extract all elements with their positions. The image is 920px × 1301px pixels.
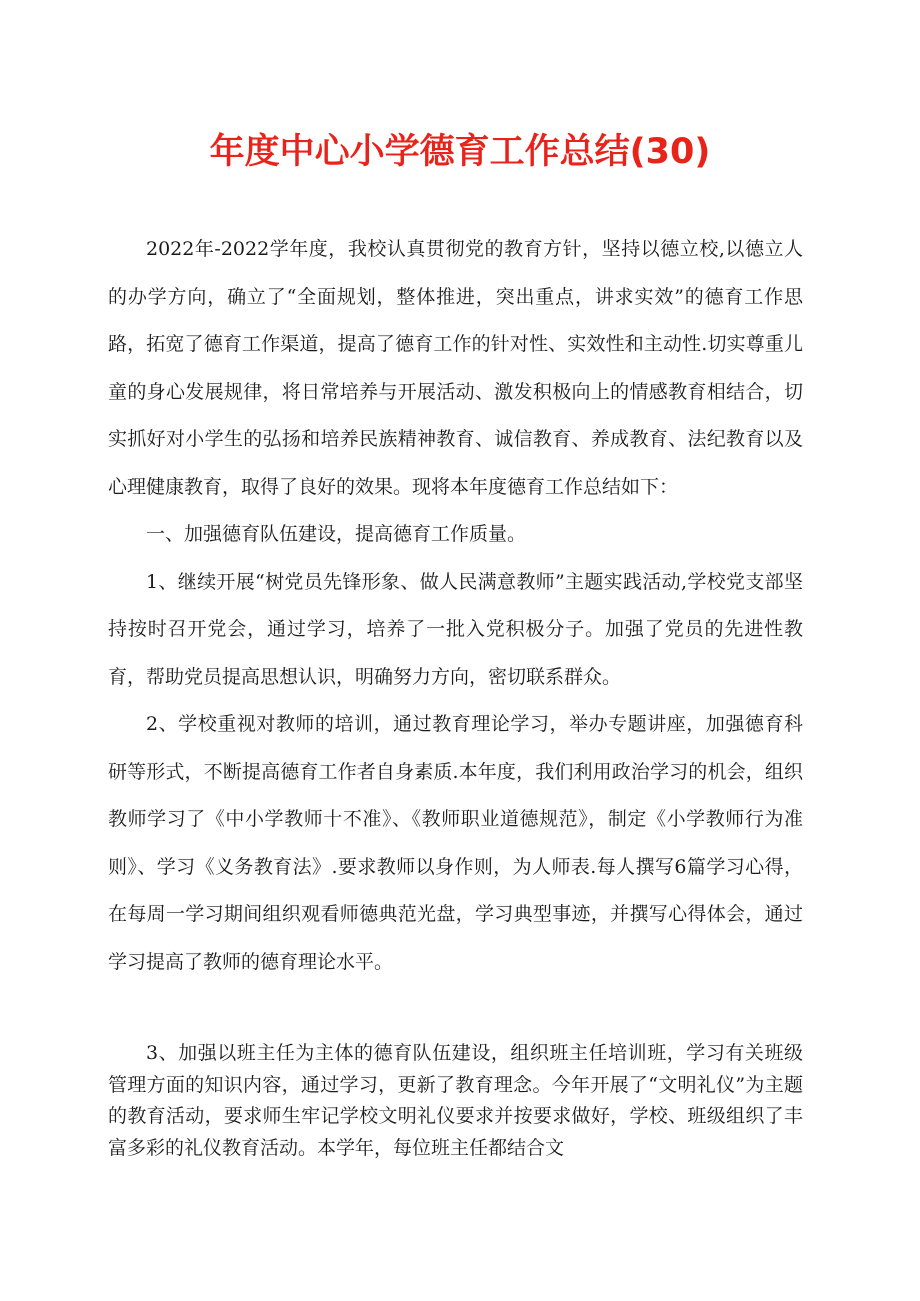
document-title: 年度中心小学德育工作总结(30) [209,132,711,172]
document-body-upper [108,226,803,986]
paragraph-item-1: 1、继续开展“树党员先锋形象、做人民满意教师”主题实践活动,学校党支部坚持按时召开党会，通过学习，培养了一批入党积极分子。加强了党员的先进性教育，帮助党员提高思想认识，明确努力方向，密切联系群众。 [108,570,803,688]
document-body-lower [108,1038,803,1164]
section-heading-1: 一、加强德育队伍建设，提高德育工作质量。 [146,523,527,545]
paragraph-item-2: 2、学校重视对教师的培训，通过教育理论学习，举办专题讲座，加强德育科研等形式，不断提高德育工作者自身素质.本年度，我们利用政治学习的机会，组织教师学习了《中小学教师十不准》、《教师职业道德规范》，制定《小学教师行为准则》、学习《义务教育法》.要求教师以身作则，为人师表.每人撰写6篇学习心得，在每周一学习期间组织观看师德典范光盘，学习典型事迹，并撰写心得体会，通过学习提高了教师的德育理论水平。 [108,713,803,973]
paragraph-item-3: 3、加强以班主任为主体的德育队伍建设，组织班主任培训班，学习有关班级管理方面的知识内容，通过学习，更新了教育理念。今年开展了“文明礼仪”为主题的教育活动，要求师生牢记学校文明礼仪要求并按要求做好，学校、班级组织了丰富多彩的礼仪教育活动。本学年，每位班主任都结合文 [108,1042,803,1159]
paragraph-intro: 2022年-2022学年度，我校认真贯彻党的教育方针，坚持以德立校,以德立人的办学方向，确立了“全面规划，整体推进，突出重点，讲求实效”的德育工作思路，拓宽了德育工作渠道，提高了德育工作的针对性、实效性和主动性.切实尊重儿童的身心发展规律，将日常培养与开展活动、激发积极向上的情感教育相结合，切实抓好对小学生的弘扬和培养民族精神教育、诚信教育、养成教育、法纪教育以及心理健康教育，取得了良好的效果。现将本年度德育工作总结如下： [108,238,803,498]
